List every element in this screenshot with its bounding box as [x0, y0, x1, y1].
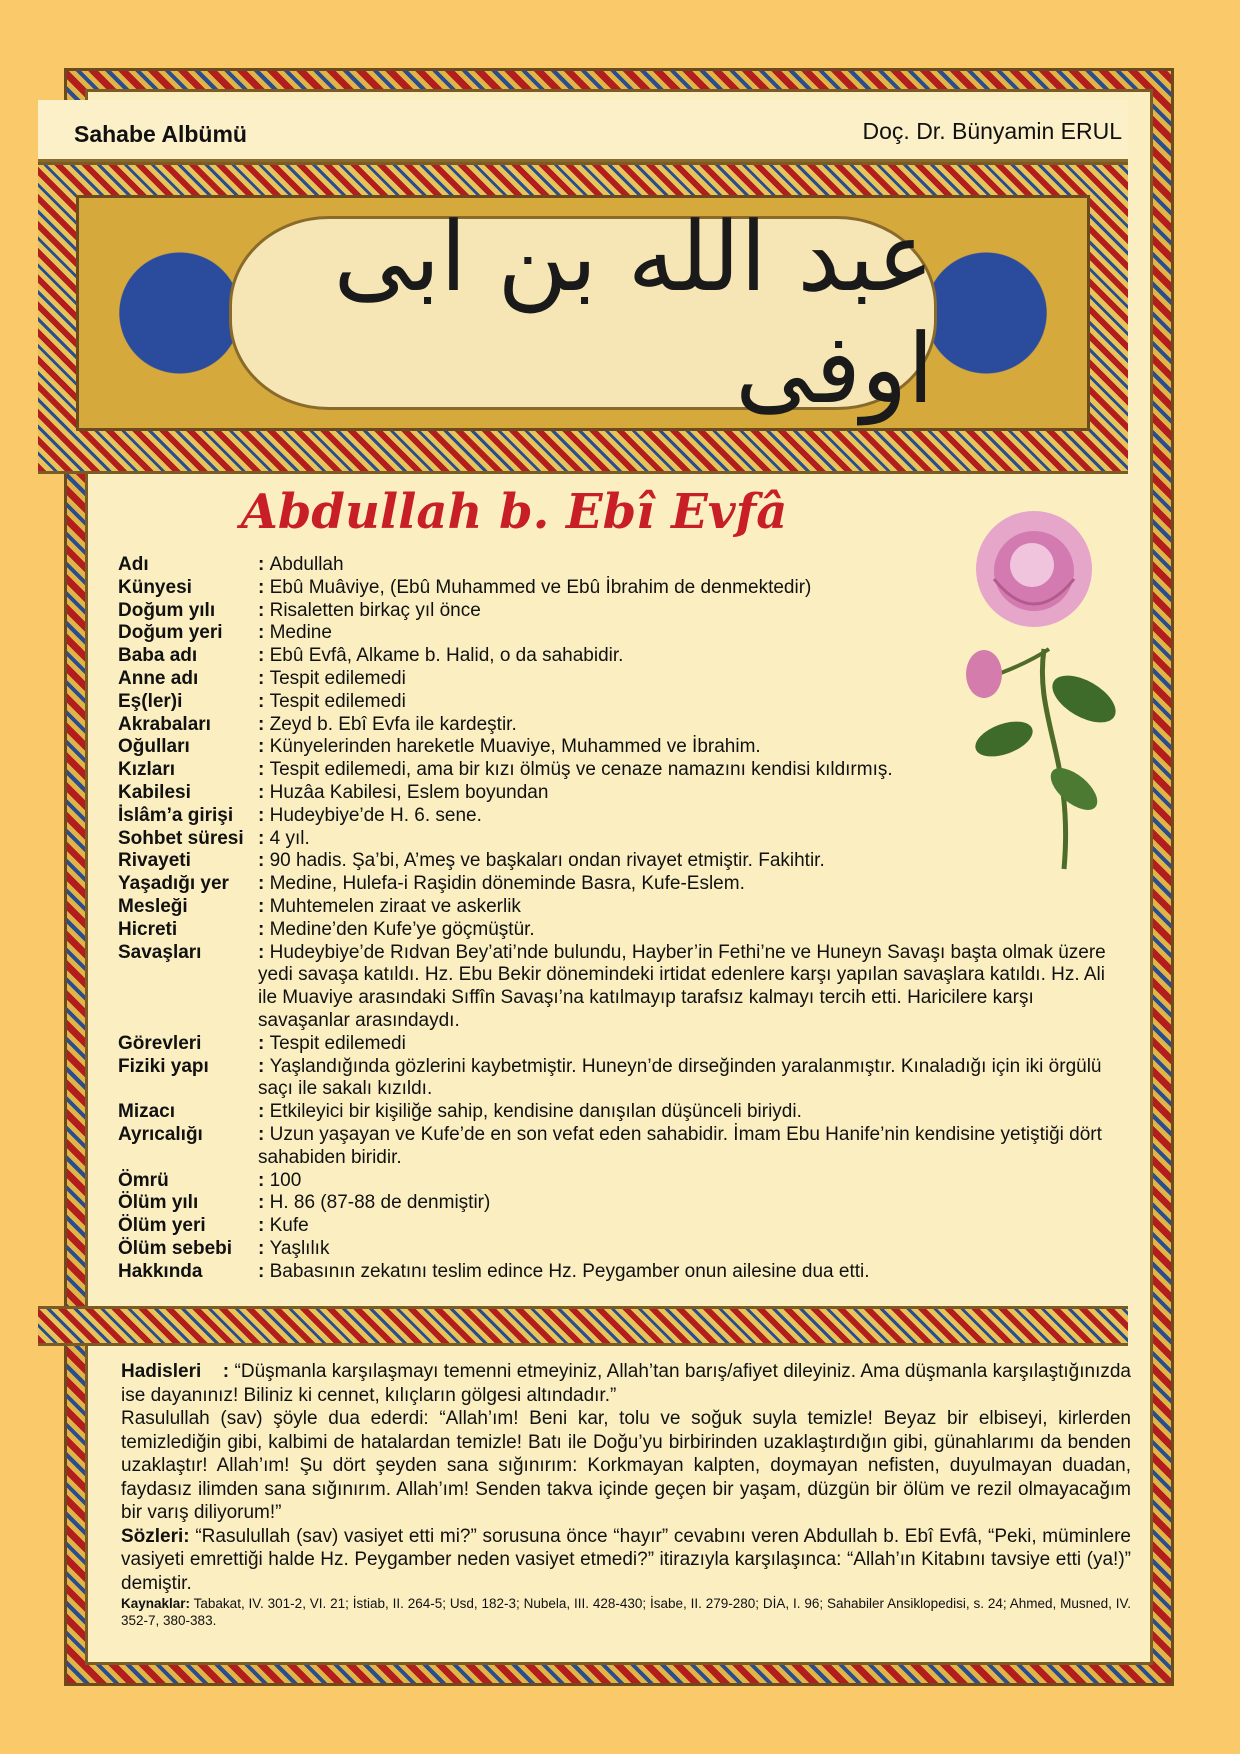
field-value-wrap: [258, 873, 1108, 896]
sozleri-text: “Rasulullah (sav) vasiyet etti mi?” sorusuna önce “hayır” cevabını veren Abdullah b. Ebî Evfâ, “Peki, müminlere vasiyeti emrettiği halde Hz. Peygamber neden vasiyet etmedi?” itirazıyla karşılaşınca: “Allah’ın Kitabını tavsiye etti (ya!)” demiştir.: [121, 1525, 1131, 1594]
field-label: Hicreti: [118, 918, 178, 940]
field-label: Kabilesi: [118, 781, 191, 803]
field-row: [118, 1215, 1108, 1238]
field-row: [118, 942, 1108, 1033]
field-label: Adı: [118, 554, 149, 575]
field-label: Fiziki yapı: [118, 1055, 209, 1077]
field-value-wrap: [258, 759, 1108, 782]
colon: :: [258, 1101, 270, 1123]
field-value: Yaşlılık: [269, 1237, 330, 1259]
field-value-wrap: [258, 1215, 1108, 1238]
sources: [121, 1595, 1131, 1629]
field-label: Akrabaları: [118, 713, 211, 735]
field-row: [118, 1238, 1108, 1261]
arabic-calligraphy: عبد الله بن ابى اوفى: [333, 201, 934, 425]
field-value: Medine, Hulefa-i Raşidin döneminde Basra, Kufe-Eslem.: [269, 873, 745, 895]
field-label: İslâm’a girişi: [118, 804, 234, 826]
field-value-wrap: [258, 577, 1108, 600]
hadis-text-2: Rasulullah (sav) şöyle dua ederdi: “Allah’ım! Beni kar, tolu ve soğuk suyla temizle! Beyaz bir elbiseyi, kirlerden temizlediğin gibi, kalbimi de hatalardan temizle! Batı ile Doğu’yu birbirinden uzaklaştırdığın gibi, günahlarımı da benden uzaklaştır! Allah’ım! Şu dört şeyden sana sığınırım: Korkmayan kalpten, doymayan nefisten, duyulmayan duadan, faydasız ilimden sana sığınırım. Allah’ım! Senden takva içinde geçen bir yaşam, düzgün bir ölüm ve rezil olmayacağım bir varış diliyorum!”: [121, 1408, 1131, 1523]
field-value: Uzun yaşayan ve Kufe’de en son vefat eden sahabidir. İmam Ebu Hanife’nin kendisine yetiştiği dört sahabiden biridir.: [258, 1123, 1102, 1168]
colon: :: [258, 1169, 270, 1191]
colon: :: [258, 576, 270, 598]
colon: :: [258, 1215, 270, 1237]
colon: :: [258, 873, 270, 895]
field-value-wrap: [258, 736, 1108, 759]
field-row: [118, 850, 1108, 873]
field-label: Rivayeti: [118, 850, 191, 872]
field-row: [118, 554, 1108, 577]
field-value: Zeyd b. Ebî Evfa ile kardeştir.: [269, 713, 517, 735]
field-label: Görevleri: [118, 1032, 202, 1054]
field-value: Hudeybiye’de Rıdvan Bey’ati’nde bulundu, Hayber’in Fethi’ne ve Huneyn Savaşı başta olmak üzere yedi savaşa katıldı. Hz. Ebu Bekir dönemindeki irtidat edenlere karşı yapılan savaşlara katıldı. Hz. Ali ile Muaviye arasındaki Sıffîn Savaşı’na katılmayıp tarafsız kalmayı tercih etti. Haricilere karşı savaşanlar arasındaydı.: [258, 941, 1106, 1031]
colon: :: [258, 690, 270, 712]
field-row: [118, 600, 1108, 623]
colon: :: [258, 1055, 270, 1077]
field-value: Kufe: [269, 1215, 309, 1237]
field-value: Tespit edilemedi: [269, 1032, 406, 1054]
field-label: Anne adı: [118, 667, 199, 689]
field-value-wrap: [258, 600, 1108, 623]
colon: :: [258, 1192, 270, 1214]
field-value: Muhtemelen ziraat ve askerlik: [269, 895, 521, 917]
colon: :: [258, 941, 270, 963]
field-value-wrap: [258, 805, 1108, 828]
field-row: [118, 1101, 1108, 1124]
field-value: Künyelerinden hareketle Muaviye, Muhammed ve İbrahim.: [269, 736, 761, 758]
calligraphy-cartouche: [229, 201, 937, 425]
field-value-wrap: [258, 1192, 1108, 1215]
field-label: Mesleği: [118, 895, 188, 917]
field-row: [118, 919, 1108, 942]
author-name: Doç. Dr. Bünyamin ERUL: [862, 118, 1122, 144]
field-value-wrap: [258, 942, 1108, 1033]
field-value: Tespit edilemedi: [269, 690, 406, 712]
sozleri-paragraph: [121, 1525, 1131, 1596]
field-row: [118, 805, 1108, 828]
series-title: Sahabe Albümü: [74, 121, 247, 147]
field-row: [118, 577, 1108, 600]
colon: :: [258, 895, 270, 917]
field-row: [118, 782, 1108, 805]
field-label: Savaşları: [118, 941, 202, 963]
field-value: Ebû Muâviye, (Ebû Muhammed ve Ebû İbrahim de denmektedir): [269, 576, 812, 598]
colon: :: [258, 667, 270, 689]
field-label: Kızları: [118, 759, 176, 781]
field-value: Etkileyici bir kişiliğe sahip, kendisine danışılan düşünceli biriydi.: [269, 1101, 802, 1123]
field-label: Künyesi: [118, 576, 192, 598]
field-value-wrap: [258, 554, 1108, 577]
field-row: [118, 622, 1108, 645]
field-label: Ayrıcalığı: [118, 1123, 203, 1145]
hadisler-label: Hadisleri: [121, 1361, 202, 1382]
colon: :: [258, 759, 270, 781]
field-value-wrap: [258, 1124, 1108, 1170]
field-label: Oğulları: [118, 736, 190, 758]
field-label: Ömrü: [118, 1169, 169, 1191]
field-value: Hudeybiye’de H. 6. sene.: [269, 804, 482, 826]
colon: :: [258, 599, 270, 621]
colon: :: [258, 554, 270, 575]
field-value: 100: [269, 1169, 302, 1191]
field-row: [118, 1170, 1108, 1193]
colon: :: [258, 918, 270, 940]
field-value: Huzâa Kabilesi, Eslem boyundan: [269, 781, 549, 803]
field-value: Tespit edilemedi, ama bir kızı ölmüş ve cenaze namazını kendisi kıldırmış.: [269, 759, 893, 781]
field-row: [118, 828, 1108, 851]
field-value: 4 yıl.: [269, 827, 310, 849]
field-label: Eş(ler)i: [118, 690, 183, 712]
field-value-wrap: [258, 896, 1108, 919]
field-value: 90 hadis. Şa’bi, A’meş ve başkaları ondan rivayet etmiştir. Fakihtir.: [269, 850, 825, 872]
colon: :: [258, 1237, 270, 1259]
field-value: Ebû Evfâ, Alkame b. Halid, o da sahabidir.: [269, 645, 624, 667]
colon: :: [258, 850, 270, 872]
field-label: Mizacı: [118, 1101, 176, 1123]
field-value-wrap: [258, 1033, 1108, 1056]
field-row: [118, 1033, 1108, 1056]
field-value: Medine’den Kufe’ye göçmüştür.: [269, 918, 535, 940]
field-label: Doğum yılı: [118, 599, 216, 621]
field-label: Baba adı: [118, 645, 198, 667]
biography-section: [104, 474, 1124, 1306]
field-label: Yaşadığı yer: [118, 873, 229, 895]
colon: :: [258, 645, 270, 667]
field-row: [118, 896, 1108, 919]
colon: :: [258, 1260, 270, 1282]
field-row: [118, 668, 1108, 691]
field-row: [118, 1056, 1108, 1102]
field-value: Medine: [269, 622, 332, 644]
field-label: Ölüm yılı: [118, 1192, 199, 1214]
kaynaklar-text: Tabakat, IV. 301-2, VI. 21; İstiab, II. 264-5; Usd, 182-3; Nubela, III. 428-430; İsabe, II. 279-280; DİA, I. 96; Sahabiler Ansiklopedisi, s. 24; Ahmed, Musned, IV. 352-7, 380-383.: [121, 1596, 1131, 1628]
colon: :: [258, 622, 270, 644]
field-row: [118, 1192, 1108, 1215]
field-row: [118, 645, 1108, 668]
colon: :: [258, 736, 270, 758]
illumination-panel: [76, 195, 1090, 431]
field-value-wrap: [258, 1261, 1108, 1284]
kaynaklar-label: Kaynaklar:: [121, 1596, 191, 1611]
field-value-wrap: [258, 714, 1108, 737]
field-value-wrap: [258, 782, 1108, 805]
info-fields: [118, 554, 1108, 1284]
field-value-wrap: [258, 668, 1108, 691]
field-value-wrap: [258, 1238, 1108, 1261]
field-value-wrap: [258, 1101, 1108, 1124]
field-value-wrap: [258, 850, 1108, 873]
field-label: Ölüm yeri: [118, 1215, 206, 1237]
calligraphy-band: [38, 162, 1128, 474]
field-label: Sohbet süresi: [118, 827, 244, 849]
field-row: [118, 1124, 1108, 1170]
field-value-wrap: [258, 1056, 1108, 1102]
field-row: [118, 1261, 1108, 1284]
field-row: [118, 873, 1108, 896]
field-value: Yaşlandığında gözlerini kaybetmiştir. Huneyn’de dirseğinden yaralanmıştır. Kınaladığı için iki örgülü saçı ile sakalı kızıldı.: [258, 1055, 1102, 1100]
field-label: Ölüm sebebi: [118, 1237, 233, 1259]
hadis-text-1: “Düşmanla karşılaşmayı temenni etmeyiniz, Allah’tan barış/afiyet dileyiniz. Ama düşmanla karşılaştığınızda ise dayanınız! Biliniz ki cennet, kılıçların gölgesi altındadır.”: [121, 1361, 1131, 1406]
field-value: H. 86 (87-88 de denmiştir): [269, 1192, 491, 1214]
field-value-wrap: [258, 645, 1108, 668]
hadis-paragraph-1: Hadisleri : “Düşmanla karşılaşmayı temenni etmeyiniz, Allah’tan barış/afiyet dileyiniz. Ama düşmanla karşılaştığınızda ise dayanınız! Biliniz ki cennet, kılıçların gölgesi altındadır.”: [121, 1361, 1131, 1406]
field-row: [118, 691, 1108, 714]
colon: :: [258, 827, 270, 849]
field-label: Doğum yeri: [118, 622, 223, 644]
field-value: Abdullah: [269, 554, 344, 575]
field-value-wrap: [258, 919, 1108, 942]
colon: :: [258, 713, 270, 735]
field-row: [118, 714, 1108, 737]
colon: :: [258, 804, 270, 826]
field-value-wrap: [258, 1170, 1108, 1193]
field-row: [118, 736, 1108, 759]
sayings-section: [121, 1360, 1131, 1629]
field-row: [118, 759, 1108, 782]
ornamental-divider: [38, 1306, 1128, 1346]
page-title: Abdullah b. Ebî Evfâ: [240, 484, 788, 540]
field-value-wrap: [258, 622, 1108, 645]
sozleri-label: Sözleri:: [121, 1525, 190, 1547]
field-label: Hakkında: [118, 1260, 203, 1282]
field-value-wrap: [258, 691, 1108, 714]
field-value: Tespit edilemedi: [269, 667, 406, 689]
field-value: Risaletten birkaç yıl önce: [269, 599, 481, 621]
colon: :: [258, 1032, 270, 1054]
field-value: Babasının zekatını teslim edince Hz. Peygamber onun ailesine dua etti.: [269, 1260, 870, 1282]
colon: :: [258, 1123, 270, 1145]
colon: :: [258, 781, 270, 803]
field-value-wrap: [258, 828, 1108, 851]
